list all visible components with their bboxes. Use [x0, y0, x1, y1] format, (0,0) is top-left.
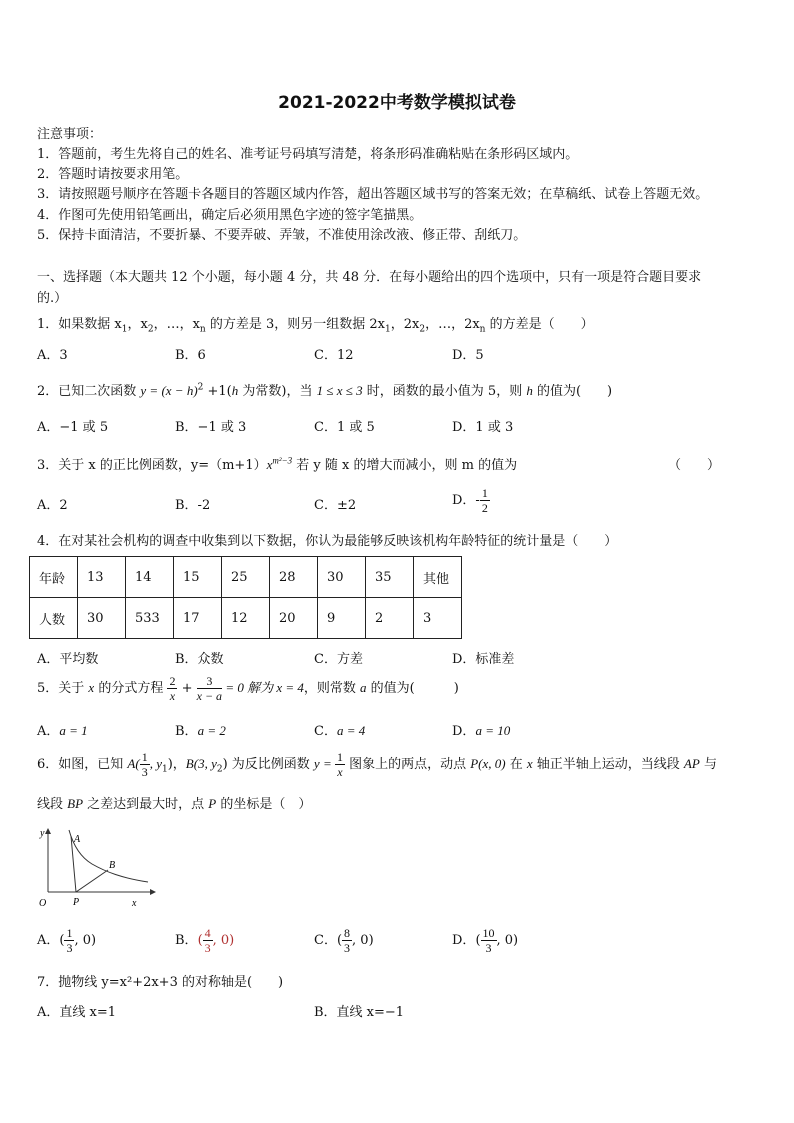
question-6-cont: 线段 BP 之差达到最大时，点 P 的坐标是（ ） — [37, 796, 312, 812]
question-5: 5．关于 x 的分式方程 $\frac{2}{x}$ + $\frac{3}{x - a}$ = 0 解为 x = 4，则常数 a 的值为( ) — [37, 674, 459, 703]
option-a: A．a = 1 — [37, 723, 88, 739]
option-c: C．12 — [314, 348, 354, 363]
table-cell: 9 — [318, 598, 366, 639]
point-a-label: A — [74, 834, 81, 845]
question-7: 7．抛物线 y=x²+2x+3 的对称轴是( ) — [37, 975, 284, 990]
table-row — [30, 598, 462, 639]
option-c: C．( $\frac{8}{3}$ , 0) — [314, 926, 374, 955]
question-2: 2．已知二次函数 $y = (x - h)^2 +1(h$ 为常数)，当 1 ≤ x ≤ 3 时，函数的最小值为 5，则 h 的值为( ) — [37, 382, 613, 399]
data-table — [29, 556, 462, 639]
table-cell: 17 — [174, 598, 222, 639]
hyperbola-curve — [69, 830, 148, 882]
point-b-label: B — [109, 860, 116, 871]
segment-bp — [76, 870, 108, 892]
x-axis-label: x — [132, 898, 137, 909]
option-a: A．2 — [37, 498, 68, 513]
option-d: D．1 或 3 — [452, 420, 514, 435]
option-b: B．众数 — [175, 652, 224, 667]
table-cell: 13 — [78, 557, 126, 598]
option-d: D．- $\frac{1}{2}$ — [452, 486, 488, 515]
section-heading-cont: 的.） — [37, 291, 68, 306]
option-b: B．( $\frac{4}{3}$ , 0) — [175, 926, 235, 955]
option-d: D．5 — [452, 348, 484, 363]
section-heading: 一、选择题（本大题共 12 个小题，每小题 4 分，共 48 分．在每小题给出的四个选项中，只有一项是符合题目要求 — [37, 270, 702, 285]
question-1: 1．如果数据 $x_1$，$x_2$，…，$x_n$ 的方差是 3，则另一组数据 $2x_1$，$2x_2$，…，$2x_n$ 的方差是（ ） — [37, 317, 594, 335]
notice-item: 5．保持卡面清洁，不要折暴、不要弄破、弄皱，不准使用涂改液、修正带、刮纸刀。 — [37, 228, 527, 243]
option-b: B．−1 或 3 — [175, 420, 247, 435]
table-cell: 20 — [270, 598, 318, 639]
function-graph-figure — [36, 826, 156, 910]
notice-item: 3．请按照题号顺序在答题卡各题目的答题区域内作答，超出答题区域书写的答案无效；在草稿纸、试卷上答题无效。 — [37, 187, 709, 202]
x-axis-arrow-icon — [150, 889, 156, 895]
y-axis-label: y — [40, 828, 45, 839]
table-cell: 3 — [414, 598, 462, 639]
option-d: D．标准差 — [452, 652, 515, 667]
table-cell: 30 — [78, 598, 126, 639]
table-row — [30, 557, 462, 598]
option-a: A．( $\frac{1}{3}$ , 0) — [37, 926, 97, 955]
y-axis-arrow-icon — [45, 828, 51, 834]
option-a: A．直线 x=1 — [37, 1005, 117, 1020]
point-p-label: P — [73, 897, 80, 908]
origin-label: O — [39, 898, 47, 909]
table-cell: 30 — [318, 557, 366, 598]
table-cell: 25 — [222, 557, 270, 598]
option-c: C．方差 — [314, 652, 363, 667]
table-cell: 12 — [222, 598, 270, 639]
question-3: 3．关于 x 的正比例函数，$y=(m+1)x^{m^2-3}$ 若 y 随 x 的增大而减小，则 m 的值为 — [37, 455, 518, 473]
table-cell: 其他 — [414, 557, 462, 598]
table-cell: 533 — [126, 598, 174, 639]
option-b: B．-2 — [175, 498, 211, 513]
page-title: 2021-2022中考数学模拟试卷 — [278, 93, 516, 113]
option-d: D．a = 10 — [452, 723, 511, 739]
table-cell: 2 — [366, 598, 414, 639]
answer-paren: （ ） — [668, 458, 721, 473]
option-c: C．±2 — [314, 498, 357, 513]
option-d: D．( $\frac{10}{3}$ , 0) — [452, 926, 519, 955]
table-cell: 人数 — [30, 598, 78, 639]
notice-heading: 注意事项： — [37, 127, 103, 142]
notice-item: 4．作图可先使用铅笔画出，确定后必须用黑色字迹的签字笔描黑。 — [37, 208, 423, 223]
option-c: C．a = 4 — [314, 723, 366, 739]
table-cell: 14 — [126, 557, 174, 598]
table-cell: 年龄 — [30, 557, 78, 598]
question-4: 4．在对某社会机构的调查中收集到以下数据，你认为最能够反映该机构年龄特征的统计量是（ ） — [37, 534, 618, 549]
table-cell: 35 — [366, 557, 414, 598]
option-a: A．平均数 — [37, 652, 99, 667]
option-b: B．a = 2 — [175, 723, 226, 739]
table-cell: 28 — [270, 557, 318, 598]
question-6: 6．如图，已知 A( $\frac{1}{3}$ , $y_1$)，B(3, $y_2$) 为反比例函数 y = $\frac{1}{x}$ 图象上的两点，动点 P(x, 0) 在 x 轴正半轴上运动，当线段 AP 与 — [37, 750, 717, 779]
notice-item: 2．答题时请按要求用笔。 — [37, 167, 189, 182]
option-b: B．直线 x=−1 — [314, 1005, 405, 1020]
option-c: C．1 或 5 — [314, 420, 375, 435]
option-b: B．6 — [175, 348, 206, 363]
table-cell: 15 — [174, 557, 222, 598]
option-a: A．3 — [37, 348, 68, 363]
option-a: A．−1 或 5 — [37, 420, 109, 435]
notice-item: 1．答题前，考生先将自己的姓名、准考证号码填写清楚，将条形码准确粘贴在条形码区域内。 — [37, 147, 579, 162]
